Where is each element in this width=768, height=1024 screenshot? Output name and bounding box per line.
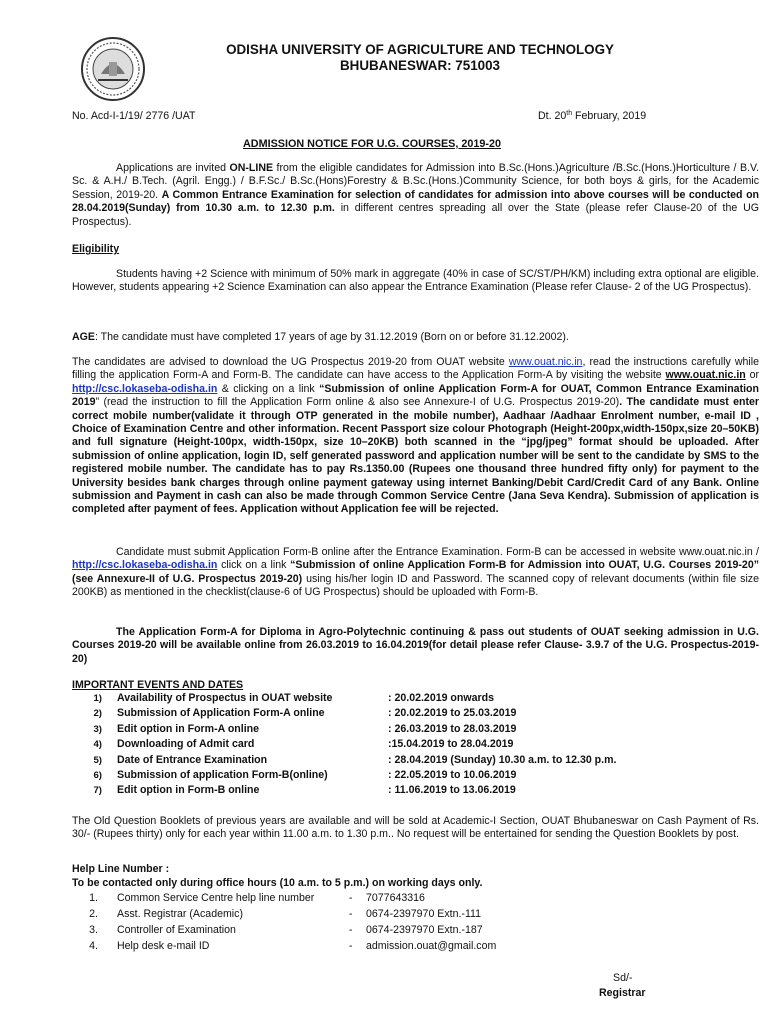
intro-paragraph: Applications are invited ON-LINE from the eligible candidates for Admission into B.Sc.(Hons.)Agriculture /B.Sc.(Hons.)Horticulture / B.V. Sc. & A.H./ B.Tech. (Agril. Engg.) / B.F.Sc./ B.Sc.(Hons)Forestry & B.Sc.(Hons.)Community Science, for both boys & girls, for the Academic Session, 2019-20. A Common Entrance Examination for selection of candidates for admission into above courses will be conducted on 28.04.2019(Sunday) from 10.30 a.m. to 12.30 p.m. in different centres spreading all over the State (please refer Clause-20 of the UG Prospectus). [72, 162, 760, 228]
event-number: 6) [93, 770, 102, 781]
helpline-value[interactable]: admission.ouat@gmail.com [366, 940, 497, 952]
event-row [72, 754, 722, 769]
csc-lokaseba-link[interactable]: http://csc.lokaseba-odisha.in [72, 382, 218, 395]
helpline-note: To be contacted only during office hours (10 a.m. to 5 p.m.) on working days only. [72, 877, 483, 889]
helpline-row [72, 940, 572, 956]
eligibility-text: Students having +2 Science with minimum of 50% mark in aggregate (40% in case of SC/ST/PH/KM) including extra optional are eligible. However, students appearing +2 Science Examination can also appear the Entrance Examination (Please refer Clause- 2 of the UG Prospectus). [72, 268, 759, 294]
event-date: :15.04.2019 to 28.04.2019 [388, 738, 514, 751]
event-label: Submission of application Form-B(online) [117, 769, 328, 781]
signature-title: Registrar [599, 987, 646, 999]
helpline-label: Asst. Registrar (Academic) [117, 908, 243, 920]
events-heading: IMPORTANT EVENTS AND DATES [72, 679, 244, 691]
signature-sd: Sd/- [613, 972, 633, 984]
helpline-label: Common Service Centre help line number [117, 892, 315, 904]
form-b-paragraph: Candidate must submit Application Form-B online after the Entrance Examination. Form-B can be accessed in website www.ouat.nic.in / http://csc.lokaseba-odisha.in click on a link “Submission of online Application Form-B for Admission into OUAT, U.G. Courses 2019-20” (see Annexure-II of U.G. Prospectus 2019-20) using his/her login ID and Password. The scanned copy of relevant documents (within file size 200KB) as mentioned in the checklist(clause-6 of UG Prospectus) should be uploaded with Form-B. [72, 546, 760, 599]
event-row [72, 692, 722, 707]
event-row [72, 723, 722, 738]
diploma-paragraph: The Application Form-A for Diploma in Agro-Polytechnic continuing & pass out students of OUAT seeking admission in U.G. Courses 2019-20 will be available online from 26.03.2019 to 16.04.2019(for detail please refer Clause- 3.9.7 of the U.G. Prospectus-2019-20) [72, 626, 759, 665]
helpline-number: 3. [89, 924, 98, 936]
university-name: ODISHA UNIVERSITY OF AGRICULTURE AND TECHNOLOGY [226, 42, 614, 57]
event-number: 7) [93, 785, 102, 797]
event-date: : 22.05.2019 to 10.06.2019 [388, 769, 517, 781]
ouat-website-link[interactable]: www.ouat.nic.in [508, 356, 583, 368]
event-date: : 28.04.2019 (Sunday) 10.30 a.m. to 12.30 p.m. [388, 753, 617, 766]
event-label: Downloading of Admit card [117, 738, 255, 751]
helpline-label: Help desk e-mail ID [117, 940, 210, 952]
helpline-dash: - [349, 908, 353, 920]
university-emblem [80, 36, 146, 102]
helpline-number: 2. [89, 908, 98, 920]
event-date: : 11.06.2019 to 13.06.2019 [388, 784, 516, 797]
helpline-heading: Help Line Number : [72, 863, 170, 875]
eligibility-heading: Eligibility [72, 243, 120, 255]
ouat-website-link-2[interactable]: www.ouat.nic.in [665, 369, 746, 382]
event-number: 3) [93, 723, 102, 735]
helpline-value: 0674-2397970 Extn.-187 [366, 924, 483, 936]
event-number: 5) [93, 754, 102, 766]
event-label: Availability of Prospectus in OUAT website [117, 692, 333, 704]
question-booklets-paragraph: The Old Question Booklets of previous years are available and will be sold at Academic-I Section, OUAT Bhubaneswar on Cash Payment of Rs. 30/- (Rupees thirty) only for each year within 11.00 a.m. to 1.30 p.m.. No request will be entertained for sending the Question Booklets by post. [72, 815, 759, 841]
age-line: AGE: The candidate must have completed 17 years of age by 31.12.2019 (Born on or before 31.12.2002). [72, 331, 569, 343]
event-number: 1) [93, 693, 102, 704]
helpline-value: 7077643316 [366, 892, 425, 904]
event-date: : 26.03.2019 to 28.03.2019 [388, 722, 517, 735]
helpline-row [72, 924, 572, 940]
form-a-paragraph: The candidates are advised to download the UG Prospectus 2019-20 from OUAT website www.ouat.nic.in, read the instructions carefully while filling the application Form-A and Form-B. The candidate can have access to the Application Form-A by visiting the website www.ouat.nic.in or http://csc.lokaseba-odisha.in & clicking on a link “Submission of online Application Form-A for OUAT, Common Entrance Examination 2019” (read the instruction to fill the Application Form online & also see Annexure-I of U.G. Prospectus 2019-20). The candidate must enter correct mobile number(validate it through OTP generated in the mobile number), Aadhaar /Aadhaar Enrolment number, e-mail ID , Choice of Examination Centre and other information. Recent Passport size colour Photograph (Height-200px,width-150px,size 20–50KB) and full signature (Height-100px, width-150px, size 10–20KB) both scanned in the “jpg/jpeg” format should be uploaded. After submission of online application, login ID, self generated password and application number will be sent to the candidate by SMS to the registered mobile number. The candidate has to pay Rs.1350.00 (Rupees one thousand three hundred fifty only) for payment to the University besides bank charges through online payment gateway using internet Banking/Debit Card/Credit Card of any Bank. Online submission and Payment in cash can also be made through Common Service Centre (Jana Seva Kendra). Submission of application is completed after payment of fees. Application without Application fee will be rejected. [72, 356, 759, 516]
helpline-row [72, 908, 572, 924]
event-number: 2) [93, 708, 102, 720]
event-label: Edit option in Form-B online [117, 784, 260, 797]
event-date: : 20.02.2019 to 25.03.2019 [388, 707, 517, 720]
notice-date: Dt. 20th February, 2019 [538, 110, 647, 122]
event-label: Submission of Application Form-A online [117, 707, 325, 720]
helpline-dash: - [349, 940, 353, 952]
csc-lokaseba-link-2[interactable]: http://csc.lokaseba-odisha.in [72, 559, 218, 572]
helpline-dash: - [349, 924, 353, 936]
event-date: : 20.02.2019 onwards [388, 692, 494, 704]
event-row [72, 769, 722, 784]
event-number: 4) [93, 739, 102, 751]
event-label: Edit option in Form-A online [117, 722, 260, 735]
university-location: BHUBANESWAR: 751003 [340, 58, 500, 73]
helpline-label: Controller of Examination [117, 924, 236, 936]
event-label: Date of Entrance Examination [117, 753, 268, 766]
event-row [72, 707, 722, 722]
helpline-number: 4. [89, 940, 98, 952]
notice-title: ADMISSION NOTICE FOR U.G. COURSES, 2019-20 [243, 138, 501, 150]
helpline-value: 0674-2397970 Extn.-111 [366, 908, 482, 920]
event-row [72, 738, 722, 753]
helpline-row [72, 892, 572, 908]
helpline-number: 1. [89, 892, 98, 904]
event-row [72, 784, 722, 799]
helpline-dash: - [349, 892, 353, 904]
reference-number: No. Acd-I-1/19/ 2776 /UAT [72, 110, 196, 122]
